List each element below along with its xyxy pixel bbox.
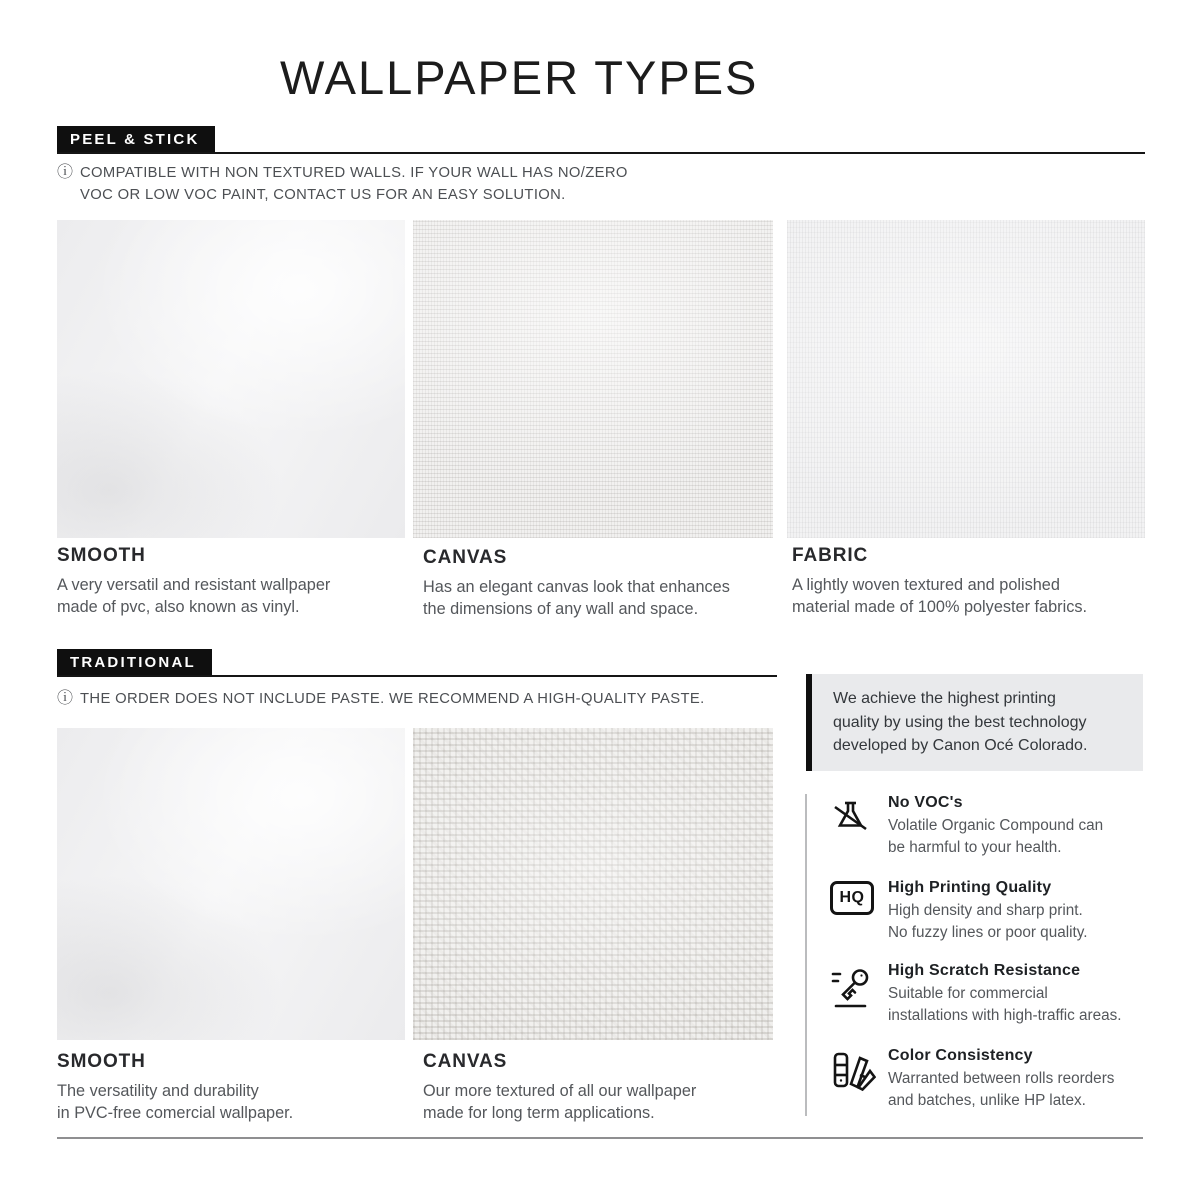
feature-body (888, 983, 1122, 1026)
feature-line: Volatile Organic Compound can (888, 817, 1104, 834)
desc-line: Our more textured of all our wallpaper (423, 1082, 697, 1100)
feature-text (888, 879, 1088, 943)
feature-line: High density and sharp print. (888, 902, 1083, 919)
desc-line: made of pvc, also known as vinyl. (57, 598, 300, 616)
section-badge-traditional: TRADITIONAL (57, 649, 212, 675)
swatch-description (57, 574, 409, 618)
swatch-title: SMOOTH (57, 1051, 146, 1072)
desc-line: The versatility and durability (57, 1082, 259, 1100)
caption-traditional-canvas (423, 1051, 775, 1124)
feature-high-printing-quality (830, 879, 1145, 943)
quote-line: developed by Canon Océ Colorado. (833, 737, 1088, 754)
section-rule-peel-stick (57, 152, 1145, 154)
feature-text (888, 794, 1103, 858)
features-divider-line (805, 794, 807, 1116)
swatch-title: SMOOTH (57, 545, 146, 566)
info-icon: ⓘ (57, 690, 74, 707)
no-voc-flask-icon (830, 794, 878, 838)
feature-title: High Printing Quality (888, 879, 1052, 896)
desc-line: made for long term applications. (423, 1104, 655, 1122)
desc-line: the dimensions of any wall and space. (423, 600, 699, 618)
note-line: VOC OR LOW VOC PAINT, CONTACT US FOR AN EASY SOLUTION. (80, 187, 566, 203)
peel-stick-note (57, 162, 697, 206)
note-line: COMPATIBLE WITH NON TEXTURED WALLS. IF YOUR WALL HAS NO/ZERO (80, 165, 628, 181)
swatch-peel-stick-canvas (413, 220, 773, 538)
quote-line: We achieve the highest printing (833, 690, 1056, 707)
desc-line: Has an elegant canvas look that enhances (423, 578, 730, 596)
note-line: THE ORDER DOES NOT INCLUDE PASTE. WE RECOMMEND A HIGH-QUALITY PASTE. (80, 691, 705, 707)
info-icon: ⓘ (57, 164, 74, 181)
section-badge-peel-stick: PEEL & STICK (57, 126, 215, 152)
desc-line: A very versatil and resistant wallpaper (57, 576, 331, 594)
color-swatches-icon (830, 1047, 878, 1095)
feature-title: Color Consistency (888, 1047, 1033, 1064)
swatch-description (423, 576, 775, 620)
feature-body (888, 900, 1088, 943)
caption-peel-stick-canvas (423, 547, 775, 620)
feature-title: No VOC's (888, 794, 963, 811)
caption-peel-stick-smooth (57, 545, 409, 618)
feature-line: Warranted between rolls reorders (888, 1070, 1115, 1087)
swatch-description (792, 574, 1144, 618)
feature-text (888, 1047, 1114, 1111)
desc-line: in PVC-free comercial wallpaper. (57, 1104, 294, 1122)
swatch-description (57, 1080, 409, 1124)
desc-line: material made of 100% polyester fabrics. (792, 598, 1088, 616)
swatch-title: CANVAS (423, 547, 508, 568)
feature-high-scratch-resistance (830, 962, 1145, 1026)
feature-line: be harmful to your health. (888, 838, 1062, 856)
swatch-traditional-smooth (57, 728, 405, 1040)
caption-traditional-smooth (57, 1051, 409, 1124)
feature-line: No fuzzy lines or poor quality. (888, 923, 1088, 941)
page-title: WALLPAPER TYPES (280, 51, 759, 104)
caption-peel-stick-fabric (792, 545, 1144, 618)
bottom-divider-line (57, 1137, 1143, 1139)
swatch-title: FABRIC (792, 545, 869, 566)
key-icon (830, 962, 878, 1010)
feature-no-voc (830, 794, 1145, 858)
traditional-note-text (80, 688, 705, 710)
hq-label: HQ (830, 881, 874, 915)
hq-badge-icon (830, 879, 878, 915)
feature-body (888, 815, 1103, 858)
desc-line: A lightly woven textured and polished (792, 576, 1060, 594)
swatch-description (423, 1080, 775, 1124)
swatch-title: CANVAS (423, 1051, 508, 1072)
feature-line: installations with high-traffic areas. (888, 1006, 1122, 1024)
section-rule-traditional (57, 675, 777, 677)
feature-line: Suitable for commercial (888, 985, 1048, 1002)
feature-color-consistency (830, 1047, 1145, 1111)
peel-stick-note-text (80, 162, 628, 206)
printing-quality-quote (806, 674, 1143, 771)
feature-line: and batches, unlike HP latex. (888, 1091, 1086, 1109)
feature-body (888, 1068, 1114, 1111)
traditional-note (57, 688, 757, 710)
swatch-peel-stick-fabric (787, 220, 1145, 538)
feature-title: High Scratch Resistance (888, 962, 1081, 979)
swatch-traditional-canvas (413, 728, 773, 1040)
feature-text (888, 962, 1122, 1026)
swatch-peel-stick-smooth (57, 220, 405, 538)
quote-line: quality by using the best technology (833, 713, 1087, 731)
